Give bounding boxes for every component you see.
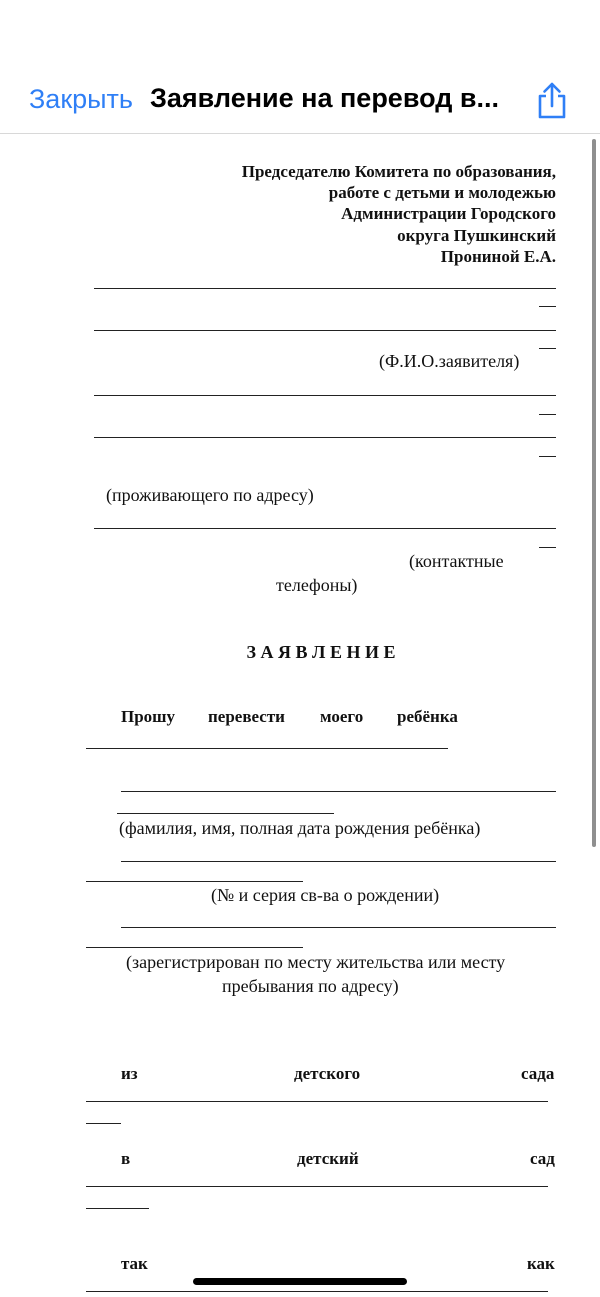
- addressee-line-5: Прониной Е.А.: [440, 247, 556, 266]
- request-word: ребёнка: [397, 707, 458, 726]
- fill-line-tail: [539, 456, 556, 457]
- fill-line: [86, 1101, 548, 1102]
- from-word: сада: [521, 1064, 555, 1083]
- fill-line: [86, 881, 303, 882]
- label-phones-1: (контактные: [409, 551, 504, 571]
- fill-line: [121, 791, 556, 792]
- to-word: в: [121, 1149, 131, 1168]
- fill-line: [86, 947, 303, 948]
- fill-line: [86, 1208, 149, 1209]
- request-word: моего: [320, 707, 364, 726]
- fill-line: [94, 395, 556, 396]
- share-icon[interactable]: [535, 82, 569, 120]
- fill-line: [86, 1186, 548, 1187]
- addressee-line-4: округа Пушкинский: [397, 226, 556, 245]
- fill-line: [121, 861, 556, 862]
- document-title: Заявление на перевод в...: [150, 83, 499, 113]
- fill-line: [94, 330, 556, 331]
- scrollbar[interactable]: [592, 139, 596, 847]
- fill-line-tail: [539, 348, 556, 349]
- fill-line-tail: [539, 547, 556, 548]
- fill-line: [117, 813, 334, 814]
- fill-line: [94, 437, 556, 438]
- close-button[interactable]: Закрыть: [29, 84, 133, 114]
- addressee-line-3: Администрации Городского: [341, 204, 556, 223]
- fill-line: [86, 1123, 121, 1124]
- request-word: перевести: [208, 707, 285, 726]
- fill-line: [94, 528, 556, 529]
- label-registered-1: (зарегистрирован по месту жительства или месту: [126, 952, 506, 972]
- fill-line: [86, 748, 448, 749]
- fill-line: [94, 288, 556, 289]
- fill-line: [86, 1291, 548, 1292]
- document-page: [0, 134, 600, 1297]
- fill-line: [121, 927, 556, 928]
- label-applicant-name: (Ф.И.О.заявителя): [379, 351, 520, 371]
- label-birth-certificate: (№ и серия св-ва о рождении): [211, 885, 440, 905]
- from-word: из: [121, 1064, 138, 1083]
- label-address: (проживающего по адресу): [106, 485, 314, 505]
- label-registered-2: пребывания по адресу): [222, 976, 399, 996]
- label-child: (фамилия, имя, полная дата рождения ребёнка): [119, 818, 481, 838]
- home-indicator[interactable]: [193, 1278, 407, 1285]
- addressee-line-1: Председателю Комитета по образования,: [241, 162, 556, 181]
- navigation-bar: [0, 0, 600, 134]
- label-phones-2: телефоны): [276, 575, 358, 595]
- to-word: детский: [297, 1149, 359, 1168]
- fill-line-tail: [539, 414, 556, 415]
- fill-line-tail: [539, 306, 556, 307]
- to-word: сад: [530, 1149, 555, 1168]
- since-word: так: [121, 1254, 148, 1273]
- document-heading: З А Я В Л Е Н И Е: [246, 642, 396, 662]
- since-word: как: [527, 1254, 555, 1273]
- request-word: Прошу: [121, 707, 176, 726]
- from-word: детского: [294, 1064, 361, 1083]
- addressee-line-2: работе с детьми и молодежью: [328, 183, 556, 202]
